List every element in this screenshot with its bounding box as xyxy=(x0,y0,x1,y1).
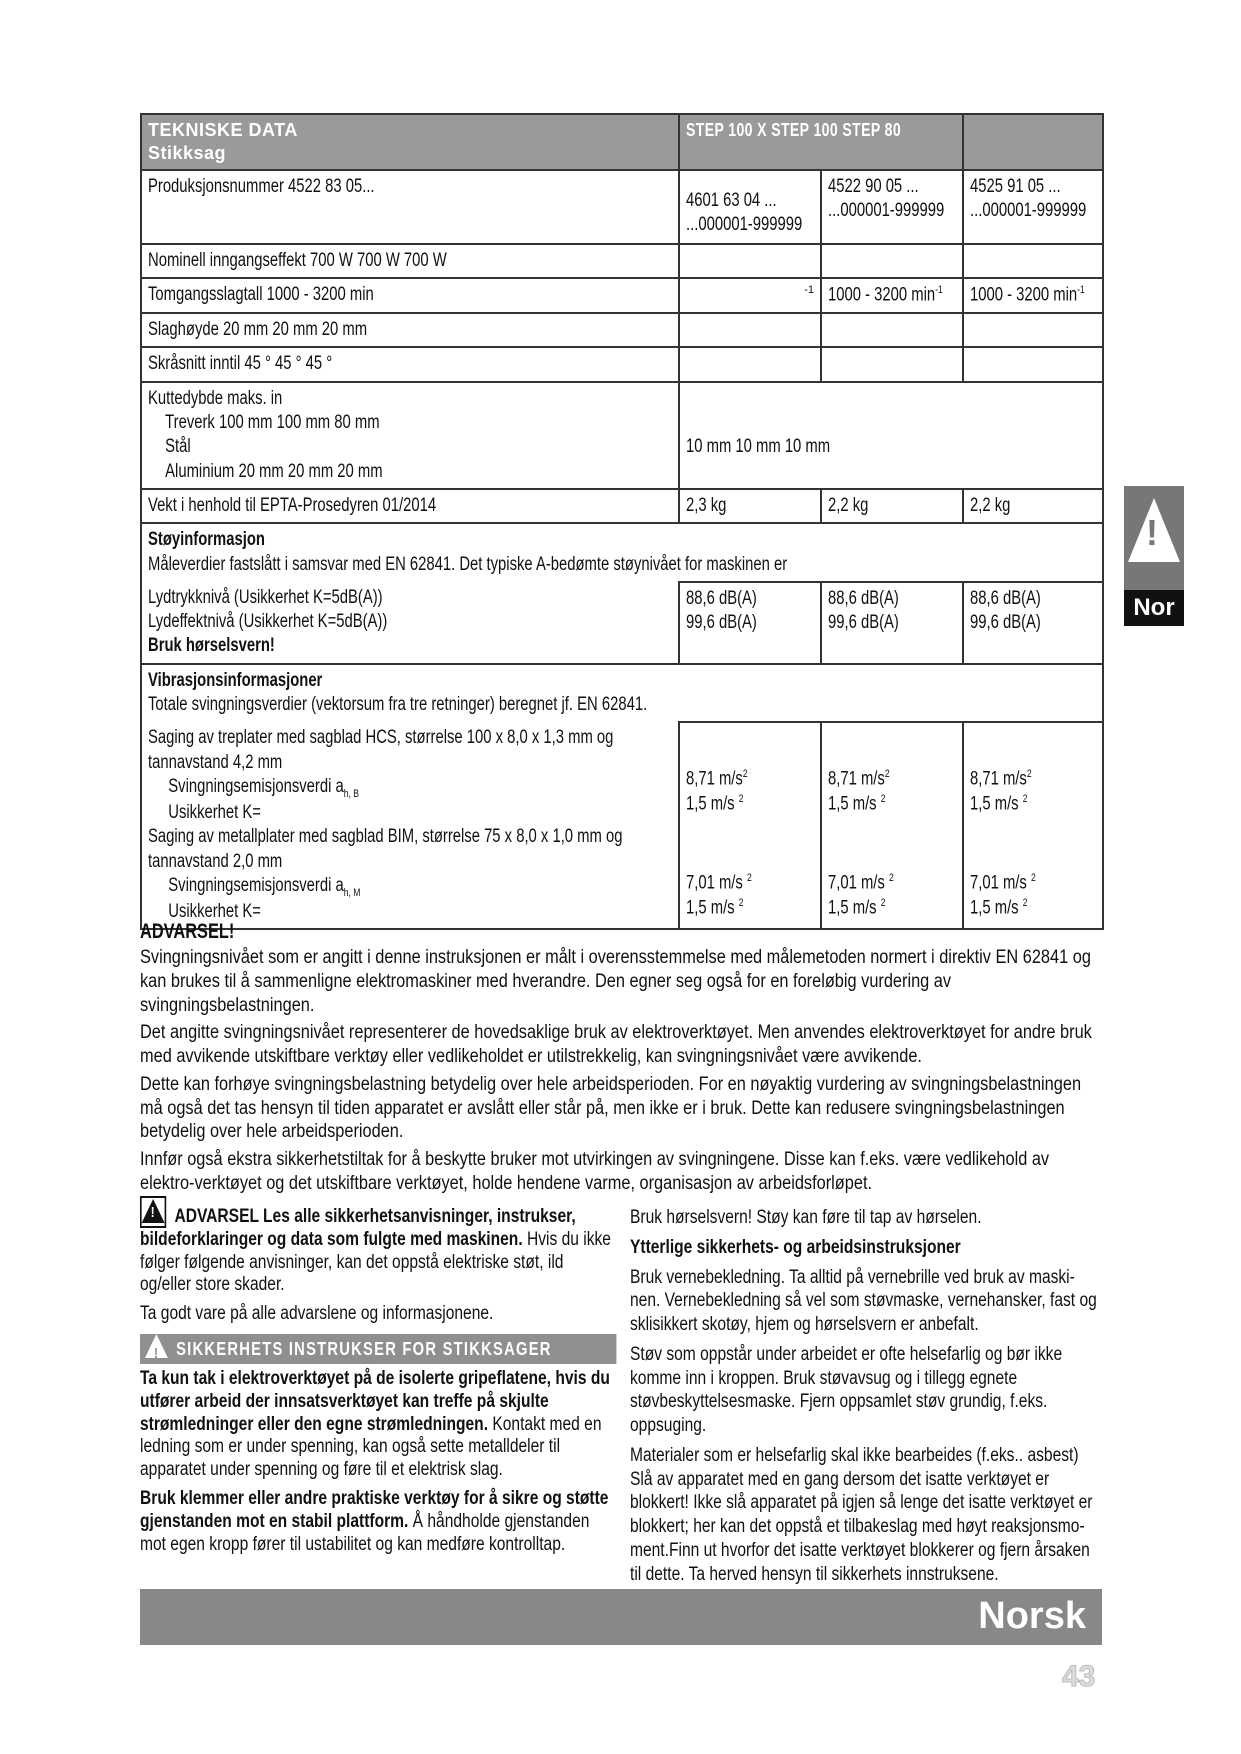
language-side-tab: ! Nor xyxy=(1124,486,1184,626)
weight-c2: 2,3 kg xyxy=(686,494,727,516)
warning-heading: ADVARSEL! xyxy=(140,920,235,943)
noise-desc: Måleverdier fastslått i samsvar med EN 62841. Det typiske A-bedømte støynivået for maskinen er xyxy=(148,553,788,575)
sp-c3: 88,6 dB(A) xyxy=(828,587,899,609)
spec-row-production xyxy=(141,170,1103,244)
weight-c3: 2,2 kg xyxy=(828,494,869,516)
left-column xyxy=(140,1196,612,1562)
warning-icon xyxy=(140,1196,166,1228)
spec-row-power xyxy=(141,244,1103,278)
stroke-rate-label: Tomgangsslagtall 1000 - 3200 min xyxy=(148,284,374,306)
prod-c2b: ...000001-999999 xyxy=(686,214,803,236)
sound-pressure-label: Lydtrykknivå (Usikkerhet K=5dB(A)) xyxy=(148,586,383,608)
warning-p1: Svingningsnivået som er angitt i denne instruksjonen er målt i overensstemmelse med målemetoden normert i direktiv EN 62841 og kan brukes til å sammenligne elektromaskiner med hverandre. Den egner seg også for en foreløbig vurdering av svingningsbelastningen. xyxy=(140,947,1091,1016)
noise-title: Støyinformasjon xyxy=(148,529,265,551)
vib-wood-b: tannavstand 4,2 mm xyxy=(148,751,283,773)
cut-depth-label: Kuttedybde maks. in xyxy=(148,387,283,409)
spec-title: TEKNISKE DATA xyxy=(148,120,298,140)
uncertainty-wood: Usikkerhet K= xyxy=(168,801,261,823)
spec-row-stroke-length xyxy=(141,313,1103,347)
sub-hb: h, B xyxy=(343,787,360,800)
vib-title: Vibrasjonsinformasjoner xyxy=(148,669,323,691)
weight-label: Vekt i henhold til EPTA-Prosedyren 01/2014 xyxy=(148,494,437,516)
grip-instruction: Ta kun tak i elektroverktøyet på de isolerte gripeflatene, hvis du utfører arbeid der innsatsverktøyet kan treffe på skjulte strømledninger eller den egne strømledningen. Kontakt med en ledning som er under spenning, kan også sette metalldeler til apparatet under spenning og føre til et elektrisk slag. xyxy=(140,1367,610,1481)
warning-triangle-icon xyxy=(145,1334,168,1358)
warning-body xyxy=(140,946,1103,1200)
vib-emission-wood: Svingningsemisjonsverdi a xyxy=(168,776,344,798)
stroke-c3-exp: -1 xyxy=(935,284,943,297)
vib-unc-wood-c4: 1,5 m/s xyxy=(970,793,1019,815)
sp-c2: 88,6 dB(A) xyxy=(686,587,757,609)
wood-depth: Treverk 100 mm 100 mm 80 mm xyxy=(165,411,380,433)
sub-hm: h, M xyxy=(343,886,361,899)
vib-wood-c4: 8,71 m/s xyxy=(970,768,1027,790)
spec-row-weight xyxy=(141,489,1103,523)
prod-c2a: 4601 63 04 ... xyxy=(686,190,777,212)
vib-wood-c3: 8,71 m/s xyxy=(828,768,885,790)
steel-depth-values: 10 mm 10 mm 10 mm xyxy=(686,435,831,457)
spec-row-vib-head xyxy=(141,664,1103,723)
vib-wood-a: Saging av treplater med sagblad HCS, størrelse 100 x 8,0 x 1,3 mm og xyxy=(148,727,614,749)
vib-emission-metal: Svingningsemisjonsverdi a xyxy=(168,874,344,896)
uncertainty-metal: Usikkerhet K= xyxy=(168,900,261,922)
spec-row-cut-depth xyxy=(141,382,1103,489)
general-warning-bold: ADVARSEL Les alle sikkerhetsanvisninger, instrukser, bildeforklaringer og data som fulgte med maskinen. xyxy=(140,1206,576,1250)
spec-row-noise-values xyxy=(141,582,1103,664)
steel-label: Stål xyxy=(165,436,191,458)
footer-language-bar xyxy=(140,1589,1102,1645)
spec-header-row xyxy=(141,114,1103,170)
prod-c4b: ...000001-999999 xyxy=(970,200,1087,222)
page-number: 43 xyxy=(1062,1660,1096,1693)
weight-c4: 2,2 kg xyxy=(970,494,1011,516)
stroke-length-label: Slaghøyde 20 mm 20 mm 20 mm xyxy=(148,319,368,341)
spec-row-vib-values: Saging av treplater med sagblad HCS, størrelse 100 x 8,0 x 1,3 mm og tannavstand 4,2 mm Svingningsemisjonsverdi $a_{h, B}$ Usikkerhet K= Saging av metallplater med sagblad BIM, størrelse 75 x 8,0 x 1,0 mm og tannavstand 2,0 mm Svingningsemisjonsverdi $a_{h, M}$ Usikkerhet K= 8,71 $m/s^2$ 1,5 m/s $^2$ 7,01 m/s $^2$ 1,5 m/s $^2$ 8,71 $m/s^2$ 1,5 m/s $^2$ 7,01 m/s $^2$ 1,5 m/s $^2$ 8,71 $m/s^2$ 1,5 m/s $^2$ 7,01 m/s $^2$ 1,5 m/s $^2$ xyxy=(141,722,1103,929)
vib-metal-a: Saging av metallplater med sagblad BIM, størrelse 75 x 8,0 x 1,0 mm og xyxy=(148,826,623,848)
spec-models: STEP 100 X STEP 100 STEP 80 xyxy=(686,120,902,140)
vib-wood-c2: 8,71 m/s xyxy=(686,768,743,790)
spec-row-stroke-rate xyxy=(141,278,1103,313)
vib-unc-metal-c2: 1,5 m/s xyxy=(686,897,735,919)
footer-language: Norsk xyxy=(978,1595,1086,1637)
warning-p3: Dette kan forhøye svingningsbelastning betydelig over hele arbeidsperioden. For en nøyaktig vurdering av svingningsbelastningen må også det tas hensyn til tiden apparatet er avslått eller står på, men ikke er i bruk. Dette kan redusere svingningsbelastningen betydelig over hele arbeidsperioden. xyxy=(140,1073,1082,1143)
stroke-c4-exp: -1 xyxy=(1077,284,1085,297)
sw-c4: 99,6 dB(A) xyxy=(970,612,1041,634)
vib-metal-c3: 7,01 m/s xyxy=(828,872,885,894)
general-warning xyxy=(140,1196,612,1297)
clamp-instruction: Bruk klemmer eller andre praktiske verktøy for å sikre og støtte gjenstanden mot en stabil plattform. Å håndholde gjenstanden mot egen kropp fører til ustabilitet og kan medføre kontrolltap. xyxy=(140,1487,609,1555)
safety-section-title: SIKKERHETS INSTRUKSER FOR STIKKSAGER xyxy=(176,1338,552,1359)
right-p4: Materialer som er helsefarlig skal ikke bearbeides (f.eks.. asbest) Slå av apparatet med en gang dersom det isatte verktøyet er blokkert! Ikke slå apparatet på igjen så lenge det isatte verktøyet er blokkert; her kan det oppstå et tilbakeslag med høyt reaksjonsmo-ment.Finn ut hvorfor det isatte verktøyet blokkerer og fjern årsaken til dette. Ta herved hensyn til sikkerhets innstruksene. xyxy=(630,1444,1093,1585)
sw-c2: 99,6 dB(A) xyxy=(686,612,757,634)
spec-table xyxy=(140,113,1104,930)
vib-desc: Totale svingningsverdier (vektorsum fra tre retninger) beregnet jf. EN 62841. xyxy=(148,694,648,716)
vib-unc-metal-c4: 1,5 m/s xyxy=(970,897,1019,919)
spec-row-bevel xyxy=(141,347,1103,381)
vib-metal-b: tannavstand 2,0 mm xyxy=(148,850,283,872)
hearing-protection: Bruk hørselsvern! xyxy=(148,635,275,657)
warning-p4: Innfør også ekstra sikkerhetstiltak for å beskytte bruker mot utvirkingen av svingningene. Disse kan f.eks. være vedlikehold av elektro-verktøyet og det utskiftbare verktøyet, holde hendene varme, organisasjon av arbeidsforløpet. xyxy=(140,1149,1050,1194)
stroke-c4: 1000 - 3200 min xyxy=(970,284,1078,306)
side-tab-label: Nor xyxy=(1124,590,1184,626)
general-warning-rest: Hvis du ikke følger følgende anvisninger, kan det oppstå elektriske støt, ild og/eller store skader. xyxy=(140,1228,611,1296)
sp-c4: 88,6 dB(A) xyxy=(970,587,1041,609)
safety-section-bar xyxy=(140,1334,616,1364)
right-heading: Ytterlige sikkerhets- og arbeidsinstruksjoner xyxy=(630,1236,961,1258)
vib-unc-wood-c3: 1,5 m/s xyxy=(828,793,877,815)
prod-c4a: 4525 91 05 ... xyxy=(970,176,1061,198)
keep-instructions: Ta godt vare på alle advarslene og informasjonene. xyxy=(140,1303,494,1325)
prod-label: Produksjonsnummer 4522 83 05... xyxy=(148,176,375,198)
vib-unc-wood-c2: 1,5 m/s xyxy=(686,793,735,815)
vib-metal-c4: 7,01 m/s xyxy=(970,872,1027,894)
prod-c3a: 4522 90 05 ... xyxy=(828,176,919,198)
stroke-c3: 1000 - 3200 min xyxy=(828,284,936,306)
sound-power-label: Lydeffektnivå (Usikkerhet K=5dB(A)) xyxy=(148,611,388,633)
right-p2: Bruk vernebekledning. Ta alltid på vernebrille ved bruk av maski-nen. Vernebekledning så vel som støvmaske, vernehansker, fast og sklisikkert skotøy, hjem og hørselsvern er anbefalt. xyxy=(630,1266,1097,1335)
aluminium-depth: Aluminium 20 mm 20 mm 20 mm xyxy=(165,460,383,482)
right-column xyxy=(630,1206,1102,1592)
bevel-label: Skråsnitt inntil 45 ° 45 ° 45 ° xyxy=(148,353,333,375)
vib-metal-c2: 7,01 m/s xyxy=(686,872,743,894)
prod-c3b: ...000001-999999 xyxy=(828,200,945,222)
right-p3: Støv som oppstår under arbeidet er ofte helsefarlig og bør ikke komme inn i kroppen. Bruk støvavsug og i tillegg egnete støvbeskyttelsesmaske. Fjern oppsamlet støv grundig, f.eks. oppsuging. xyxy=(630,1343,1063,1436)
spec-subtitle: Stikksag xyxy=(148,143,227,164)
stroke-c2-exp: -1 xyxy=(804,284,814,297)
spec-row-noise-head xyxy=(141,523,1103,582)
vib-unc-metal-c3: 1,5 m/s xyxy=(828,897,877,919)
warning-p2: Det angitte svingningsnivået representerer de hovedsaklige bruk av elektroverktøyet. Men anvendes elektroverktøyet for andre bruk med avvikende utskiftbare verktøy eller vedlikeholdet er utilstrekkelig, kan svingningsnivået være avvikende. xyxy=(140,1022,1092,1067)
power-label: Nominell inngangseffekt 700 W 700 W 700 W xyxy=(148,250,447,272)
right-p1: Bruk hørselsvern! Støy kan føre til tap av hørselen. xyxy=(630,1207,982,1228)
sw-c3: 99,6 dB(A) xyxy=(828,612,899,634)
